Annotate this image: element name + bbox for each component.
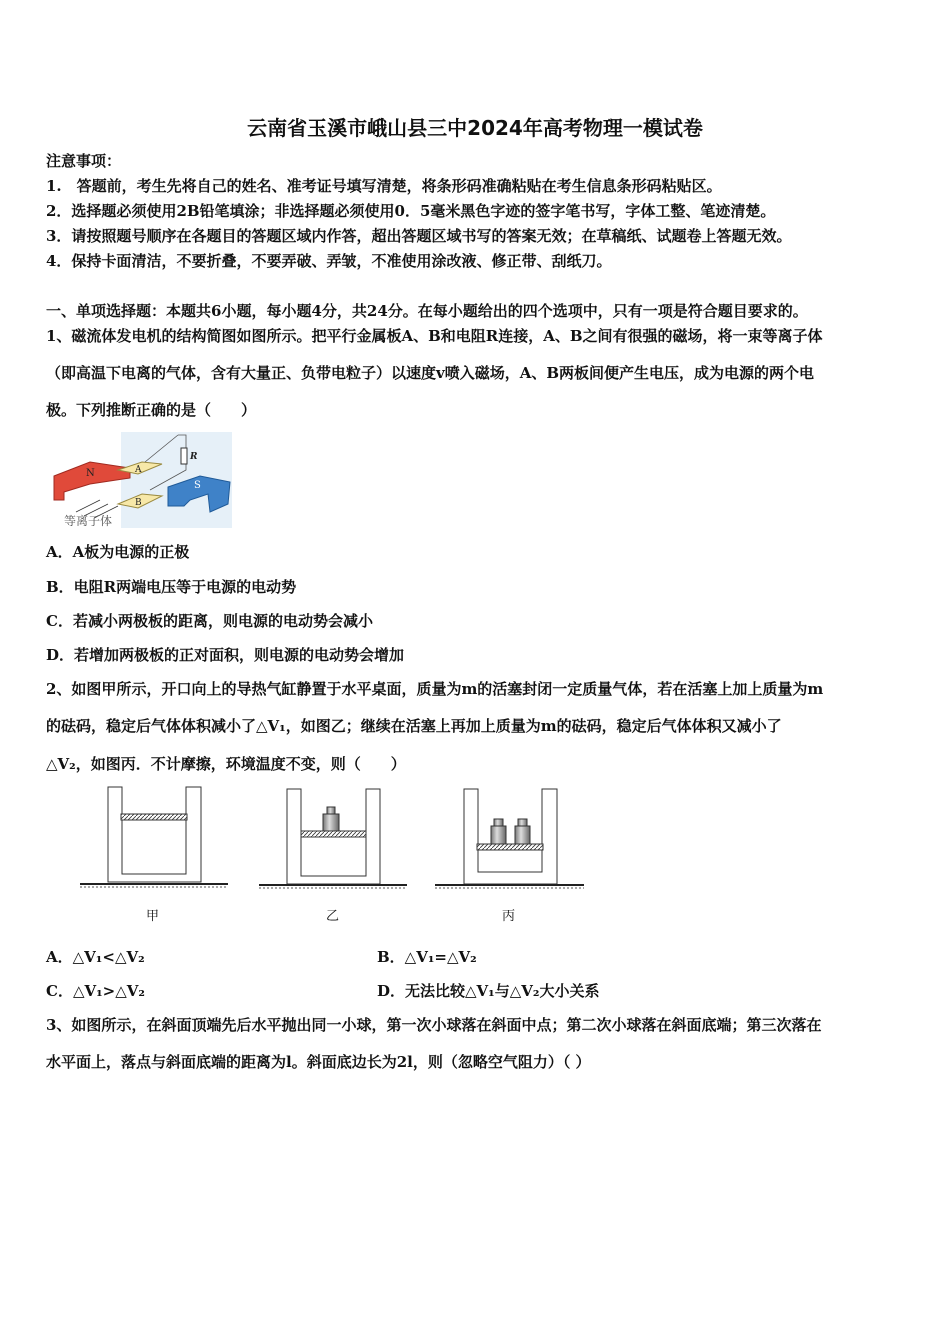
figure-label-jia: 甲 [146, 909, 160, 924]
q2-text: 2、如图甲所示，开口向上的导热气缸静置于水平桌面，质量为m的活塞封闭一定质量气体，若在活塞上加上质量为m [46, 680, 824, 698]
resistor-r-label: R [190, 452, 198, 462]
notice-item: 4．保持卡面清洁，不要折叠，不要弄破、弄皱，不准使用涂改液、修正带、刮纸刀。 [46, 252, 612, 270]
page-title: 云南省玉溪市峨山县三中2024年高考物理一模试卷 [247, 116, 703, 140]
q2-option-a[interactable]: A．△V₁<△V₂ [46, 948, 145, 966]
q3-text: 水平面上，落点与斜面底端的距离为l。斜面底边长为2l，则（忽略空气阻力）（ ） [46, 1053, 591, 1071]
q3-text: 3、如图所示，在斜面顶端先后水平抛出同一小球，第一次小球落在斜面中点；第二次小球落在斜面底端；第三次落在 [46, 1016, 822, 1034]
q2-option-b[interactable]: B．△V₁=△V₂ [377, 948, 477, 966]
plasma-caption: 等离子体 [64, 514, 113, 528]
q1-option-b[interactable]: B．电阻R两端电压等于电源的电动势 [46, 578, 297, 596]
q2-option-c[interactable]: C．△V₁>△V₂ [46, 982, 145, 1000]
magnet-n-label: N [86, 468, 95, 479]
q1-option-d[interactable]: D．若增加两极板的正对面积，则电源的电动势会增加 [46, 646, 405, 664]
notice-item: 1. 答题前，考生先将自己的姓名、准考证号填写清楚，将条形码准确粘贴在考生信息条形码粘贴区。 [46, 177, 722, 195]
q2-option-d[interactable]: D．无法比较△V₁与△V₂大小关系 [377, 982, 600, 1000]
q2-text: △V₂，如图丙．不计摩擦，环境温度不变，则（ ） [46, 755, 406, 773]
plate-a-label: A [135, 465, 142, 475]
notice-item: 3．请按照题号顺序在各题目的答题区域内作答，超出答题区域书写的答案无效；在草稿纸、试题卷上答题无效。 [46, 227, 792, 245]
plate-b-label: B [135, 498, 142, 508]
figure-label-bing: 丙 [502, 909, 516, 924]
figure-label-yi: 乙 [326, 909, 340, 924]
section-heading: 一、单项选择题：本题共6小题，每小题4分，共24分。在每小题给出的四个选项中，只有一项是符合题目要求的。 [46, 302, 808, 320]
q1-text: （即高温下电离的气体，含有大量正、负带电粒子）以速度v喷入磁场，A、B两板间便产生电压，成为电源的两个电 [46, 364, 815, 382]
q1-text: 1、磁流体发电机的结构简图如图所示。把平行金属板A、B和电阻R连接，A、B之间有很强的磁场，将一束等离子体 [46, 327, 823, 345]
magnet-s-label: S [194, 480, 201, 491]
q1-option-c[interactable]: C．若减小两极板的距离，则电源的电动势会减小 [46, 612, 373, 630]
notice-item: 2．选择题必须使用2B铅笔填涂；非选择题必须使用0．5毫米黑色字迹的签字笔书写，字体工整、笔迹清楚。 [46, 202, 776, 220]
notice-heading: 注意事项： [46, 152, 122, 170]
q1-option-a[interactable]: A．A板为电源的正极 [46, 543, 190, 561]
q1-text: 极。下列推断正确的是（ ） [46, 401, 257, 419]
q2-text: 的砝码，稳定后气体体积减小了△V₁，如图乙；继续在活塞上再加上质量为m的砝码，稳定后气体体积又减小了 [46, 717, 782, 735]
